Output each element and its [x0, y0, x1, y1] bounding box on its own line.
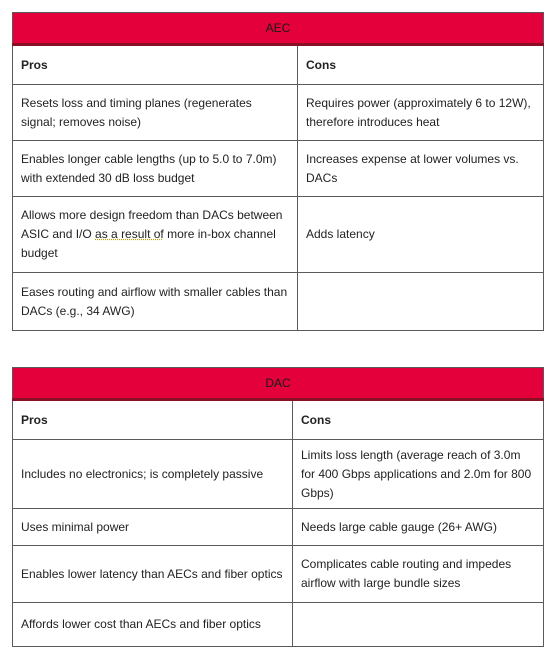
table-row — [13, 440, 544, 509]
aec-pro-text-a: Allows more design freedom than DACs between ASIC and I/O — [21, 208, 283, 241]
dac-cons-header: Cons — [293, 400, 544, 440]
dac-pro-cell: Enables lower latency than AECs and fiber optics — [13, 546, 293, 603]
table-row — [13, 141, 544, 197]
aec-con-cell: Requires power (approximately 6 to 12W), therefore introduces heat — [298, 85, 544, 141]
aec-pro-cell: Eases routing and airflow with smaller cables than DACs (e.g., 34 AWG) — [13, 273, 298, 331]
aec-con-cell — [298, 273, 544, 331]
dac-title: DAC — [13, 368, 544, 400]
aec-pro-text-c: more in-box channel budget — [21, 227, 276, 260]
dac-pro-cell: Includes no electronics; is completely passive — [13, 440, 293, 509]
dac-pro-cell: Uses minimal power — [13, 509, 293, 546]
table-row — [13, 85, 544, 141]
aec-pro-cell: Enables longer cable lengths (up to 5.0 to 7.0m) with extended 30 dB loss budget — [13, 141, 298, 197]
dac-con-cell: Complicates cable routing and impedes airflow with large bundle sizes — [293, 546, 544, 603]
table-row — [13, 546, 544, 603]
dac-con-cell: Limits loss length (average reach of 3.0m for 400 Gbps applications and 2.0m for 800 Gbps) — [293, 440, 544, 509]
dac-con-cell: Needs large cable gauge (26+ AWG) — [293, 509, 544, 546]
dac-con-cell — [293, 603, 544, 647]
dac-pros-header: Pros — [13, 400, 293, 440]
table-row — [13, 273, 544, 331]
dac-table — [12, 367, 544, 647]
aec-pro-cell — [13, 197, 298, 273]
aec-title: AEC — [13, 13, 544, 45]
table-row — [13, 603, 544, 647]
table-row — [13, 197, 544, 273]
aec-table — [12, 12, 544, 331]
aec-pro-cell: Resets loss and timing planes (regenerates signal; removes noise) — [13, 85, 298, 141]
aec-pro-text-b: as a result of — [95, 227, 164, 241]
table-row — [13, 509, 544, 546]
aec-pros-header: Pros — [13, 45, 298, 85]
aec-con-cell: Increases expense at lower volumes vs. DACs — [298, 141, 544, 197]
aec-cons-header: Cons — [298, 45, 544, 85]
aec-con-cell: Adds latency — [298, 197, 544, 273]
dac-pro-cell: Affords lower cost than AECs and fiber optics — [13, 603, 293, 647]
